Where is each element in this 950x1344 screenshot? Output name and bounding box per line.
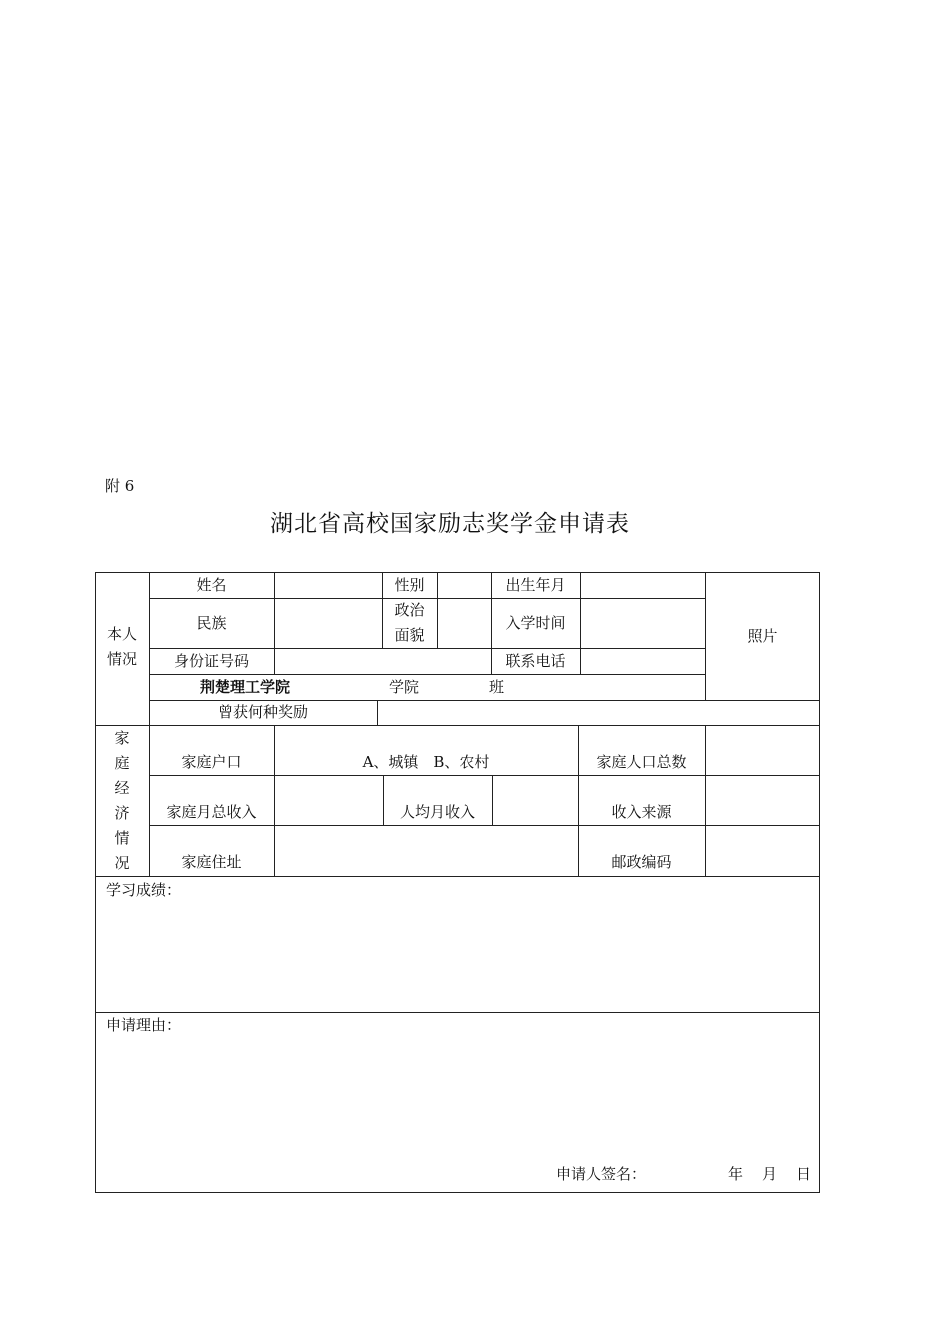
awards-label: 曾获何种奖励 <box>217 703 308 721</box>
family-section-label <box>95 726 149 876</box>
income-source-field[interactable] <box>706 776 819 824</box>
gender-field[interactable] <box>438 573 490 597</box>
gender-label: 性别 <box>394 575 425 594</box>
personal-section-text: 本人情况 <box>106 625 137 668</box>
enroll-label: 入学时间 <box>505 613 566 632</box>
college-label: 学院 <box>389 678 420 696</box>
ethnicity-field[interactable] <box>275 599 381 647</box>
birth-label: 出生年月 <box>505 575 566 594</box>
family-char: 情 <box>114 829 130 847</box>
family-char: 济 <box>114 804 130 822</box>
political-field[interactable] <box>438 599 490 647</box>
signature-label: 申请人签名： <box>556 1165 647 1183</box>
family-char: 家 <box>114 729 130 747</box>
birth-field[interactable] <box>581 573 704 597</box>
postcode-field[interactable] <box>706 826 819 875</box>
date-year-label: 年 <box>728 1165 744 1183</box>
date-day-label: 日 <box>796 1165 812 1183</box>
photo-box[interactable]: 照片 <box>747 626 778 645</box>
address-field[interactable] <box>275 826 577 875</box>
awards-field[interactable] <box>378 701 819 724</box>
name-field[interactable] <box>275 573 381 597</box>
class-label: 班 <box>489 678 505 696</box>
political-label-line2: 面貌 <box>394 626 425 644</box>
family-char: 况 <box>114 854 130 872</box>
hukou-options[interactable]: A、城镇 B、农村 <box>362 753 490 771</box>
political-label-line1: 政治 <box>394 601 425 619</box>
phone-field[interactable] <box>581 649 704 673</box>
phone-label: 联系电话 <box>505 651 566 670</box>
household-size-field[interactable] <box>706 726 819 774</box>
school-name: 荆楚理工学院 <box>200 678 291 696</box>
reason-label: 申请理由： <box>106 1016 182 1034</box>
date-month-label: 月 <box>762 1165 778 1183</box>
reason-field[interactable] <box>96 1038 819 1158</box>
family-char: 庭 <box>114 754 130 772</box>
monthly-income-label: 家庭月总收入 <box>166 803 257 821</box>
income-source-label: 收入来源 <box>611 803 672 821</box>
personal-section-label <box>95 622 149 672</box>
postcode-label: 邮政编码 <box>611 853 672 871</box>
monthly-income-field[interactable] <box>275 776 382 824</box>
address-label: 家庭住址 <box>181 853 242 871</box>
form-title: 湖北省高校国家励志奖学金申请表 <box>270 511 630 537</box>
attachment-label: 附 6 <box>105 477 135 495</box>
political-label <box>382 598 437 648</box>
household-size-label: 家庭人口总数 <box>596 753 687 771</box>
name-label: 姓名 <box>196 575 227 594</box>
per-capita-label: 人均月收入 <box>399 803 475 821</box>
hukou-label: 家庭户口 <box>181 753 242 771</box>
id-label: 身份证号码 <box>173 651 249 670</box>
per-capita-field[interactable] <box>493 776 577 824</box>
family-char: 经 <box>114 779 130 797</box>
academic-label: 学习成绩： <box>106 881 182 899</box>
ethnicity-label: 民族 <box>196 613 227 632</box>
academic-field[interactable] <box>96 903 819 1011</box>
id-field[interactable] <box>275 649 490 673</box>
enroll-field[interactable] <box>581 599 704 647</box>
